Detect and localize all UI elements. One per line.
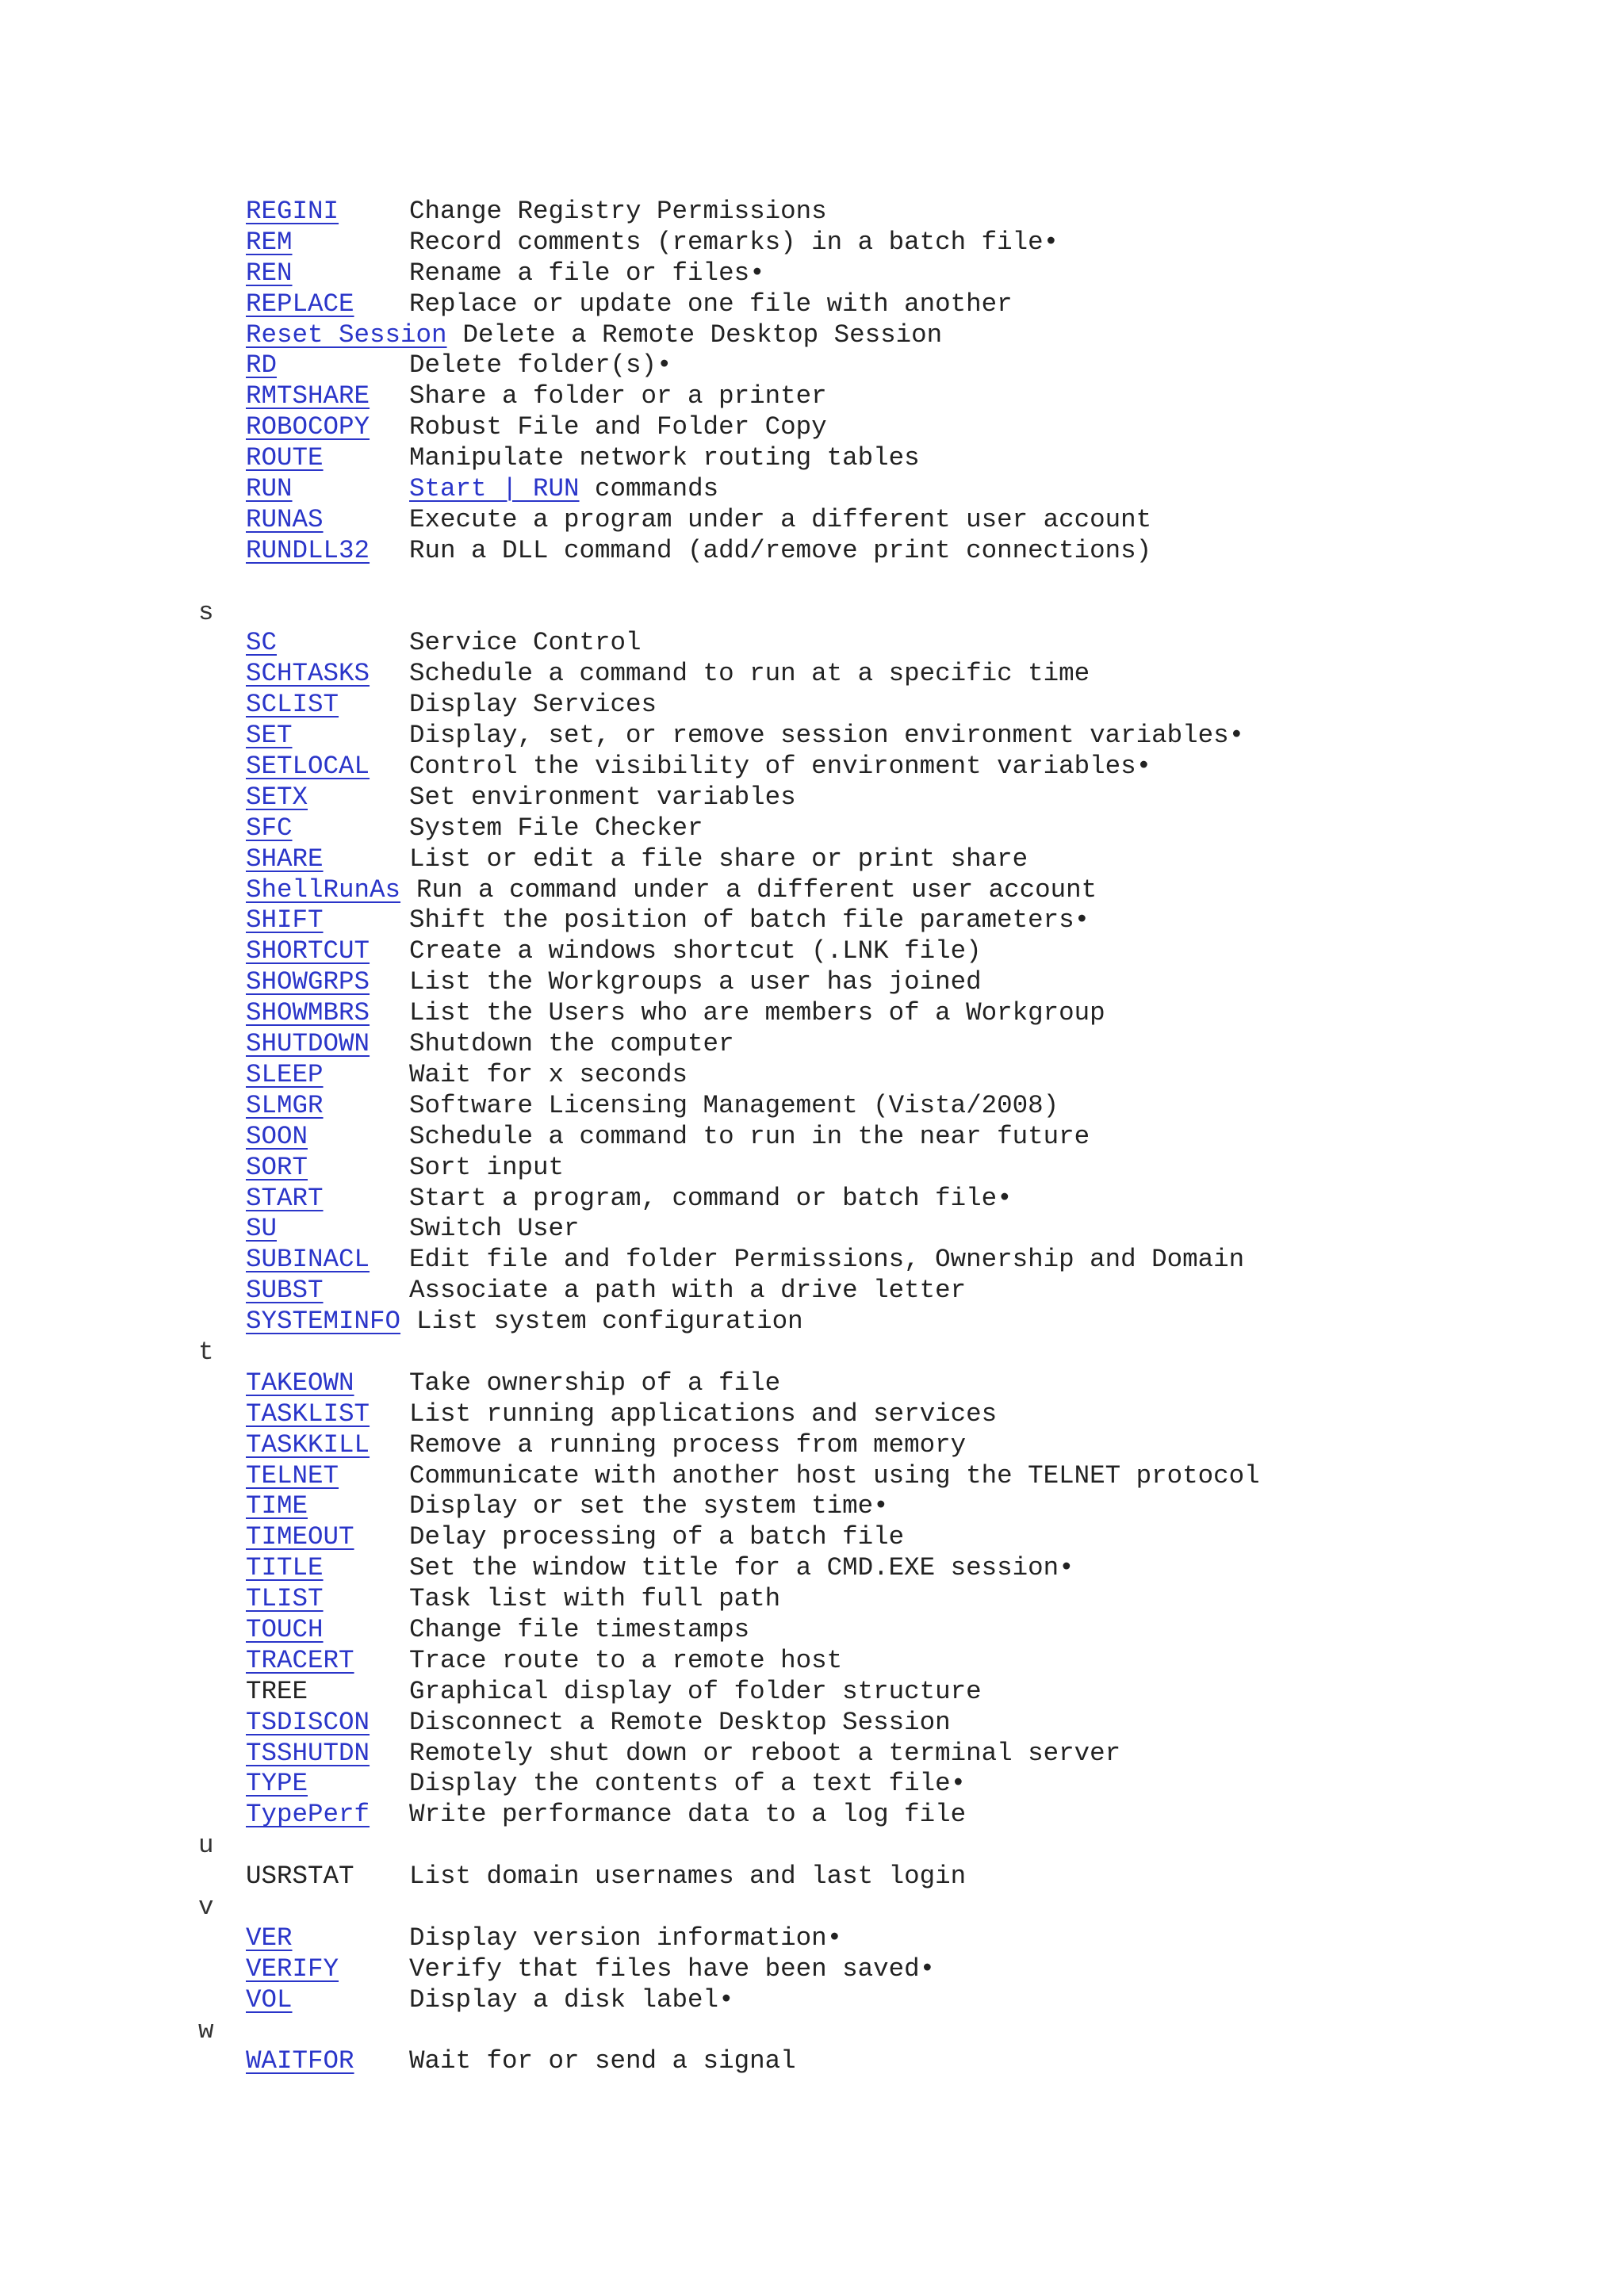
command-description [409, 813, 703, 844]
description-text: Share a folder or a printer [409, 381, 827, 411]
command-usrstat-label: USRSTAT [246, 1862, 354, 1892]
command-row [198, 998, 1594, 1029]
command-touch-link[interactable]: TOUCH [246, 1614, 324, 1644]
command-description [409, 1399, 997, 1430]
description-text: Delay processing of a batch file [409, 1522, 905, 1552]
command-description [409, 1122, 1090, 1153]
section-letter-t: t [198, 1337, 214, 1367]
command-description [409, 1214, 580, 1245]
command-description [409, 474, 718, 505]
command-vol-link[interactable]: VOL [246, 1984, 293, 2015]
command-description [409, 967, 982, 998]
command-description [409, 350, 672, 381]
command-taskkill-link[interactable]: TASKKILL [246, 1429, 370, 1460]
command-row [198, 1184, 1594, 1215]
command-su-link[interactable]: SU [246, 1214, 278, 1244]
command-rd-link[interactable]: RD [246, 350, 278, 381]
command-reference-document [198, 197, 1594, 2077]
command-description [409, 1430, 966, 1461]
command-description [409, 690, 657, 721]
description-text: Rename a file or files• [409, 258, 765, 288]
command-description [409, 1553, 1074, 1584]
command-time-link[interactable]: TIME [246, 1491, 308, 1521]
command-row [198, 1214, 1594, 1245]
command-systeminfo-link[interactable]: SYSTEMINFO [246, 1307, 401, 1337]
command-timeout-link[interactable]: TIMEOUT [246, 1522, 354, 1552]
description-text: Sort input [409, 1152, 565, 1182]
description-text: Remotely shut down or reboot a terminal server [409, 1738, 1121, 1768]
command-tree-label: TREE [246, 1676, 308, 1706]
command-description [409, 1923, 842, 1954]
command-description [409, 1461, 1260, 1492]
command-schtasks-link[interactable]: SCHTASKS [246, 659, 370, 689]
inline-description-link[interactable]: Start | RUN [409, 474, 580, 504]
command-description [409, 1584, 780, 1615]
command-row [198, 1091, 1594, 1122]
description-text: List the Workgroups a user has joined [409, 967, 982, 997]
command-description [409, 1060, 688, 1091]
command-setx-link[interactable]: SETX [246, 782, 308, 812]
command-row [198, 844, 1594, 875]
command-shift-link[interactable]: SHIFT [246, 905, 324, 936]
description-text: Display version information• [409, 1923, 843, 1953]
command-subinacl-link[interactable]: SUBINACL [246, 1245, 370, 1275]
command-description [409, 844, 1028, 875]
command-description [409, 2046, 796, 2077]
description-text: Display, set, or remove session environment variables• [409, 721, 1245, 751]
command-tsdiscon-link[interactable]: TSDISCON [246, 1707, 370, 1737]
command-sort-link[interactable]: SORT [246, 1152, 308, 1182]
command-sclist-link[interactable]: SCLIST [246, 690, 339, 720]
command-row [198, 197, 1594, 228]
description-text: Set environment variables [409, 782, 796, 812]
command-description [463, 320, 943, 351]
command-row [198, 1522, 1594, 1553]
command-row [198, 1708, 1594, 1739]
description-text: Replace or update one file with another [409, 289, 1013, 319]
command-row [198, 783, 1594, 813]
command-run-link[interactable]: RUN [246, 474, 293, 504]
command-row [198, 1276, 1594, 1307]
section-letter-v: v [198, 1892, 214, 1922]
description-text: Display a disk label• [409, 1984, 734, 2015]
command-row [198, 1615, 1594, 1646]
command-row [198, 412, 1594, 443]
description-text: Record comments (remarks) in a batch file• [409, 227, 1059, 257]
command-tasklist-link[interactable]: TASKLIST [246, 1399, 370, 1429]
command-title-link[interactable]: TITLE [246, 1553, 324, 1583]
command-row [198, 690, 1594, 721]
description-text: List or edit a file share or print share [409, 844, 1028, 874]
description-text: Display Services [409, 690, 657, 720]
command-shutdown-link[interactable]: SHUTDOWN [246, 1029, 370, 1059]
command-row [198, 875, 1594, 906]
command-takeown-link[interactable]: TAKEOWN [246, 1368, 354, 1398]
command-row [198, 1923, 1594, 1954]
description-text: Delete folder(s)• [409, 350, 672, 381]
command-replace-link[interactable]: REPLACE [246, 289, 354, 319]
command-description [409, 1245, 1244, 1276]
command-description [409, 721, 1244, 752]
command-row [198, 474, 1594, 505]
command-tsshutdn-link[interactable]: TSSHUTDN [246, 1738, 370, 1768]
command-description [409, 628, 642, 659]
command-waitfor-link[interactable]: WAITFOR [246, 2046, 354, 2076]
command-shortcut-link[interactable]: SHORTCUT [246, 936, 370, 966]
section-letter-u: u [198, 1831, 214, 1861]
command-description [409, 1708, 951, 1739]
command-row [198, 505, 1594, 536]
blank-line [198, 567, 1594, 598]
command-description [409, 905, 1090, 936]
command-description [409, 1615, 749, 1646]
command-row [198, 381, 1594, 412]
command-rem-link[interactable]: REM [246, 227, 293, 257]
command-description [409, 443, 920, 474]
description-text: List running applications and services [409, 1399, 998, 1429]
command-showmbrs-link[interactable]: SHOWMBRS [246, 998, 370, 1028]
command-row [198, 1769, 1594, 1800]
description-text: Verify that files have been saved• [409, 1954, 936, 1984]
command-row [198, 1060, 1594, 1091]
description-text: Shift the position of batch file parameters• [409, 905, 1090, 936]
description-text: Schedule a command to run at a specific time [409, 659, 1090, 689]
description-text: List the Users who are members of a Workgroup [409, 998, 1105, 1028]
command-typeperf-link[interactable]: TypePerf [246, 1800, 370, 1830]
command-tracert-link[interactable]: TRACERT [246, 1645, 354, 1675]
description-text: Service Control [409, 628, 642, 658]
command-share-link[interactable]: SHARE [246, 844, 324, 874]
description-text: Manipulate network routing tables [409, 443, 920, 473]
command-row [198, 905, 1594, 936]
description-text: Software Licensing Management (Vista/2008) [409, 1090, 1059, 1120]
command-description [409, 412, 827, 443]
command-row [198, 1461, 1594, 1492]
command-description [409, 1091, 1059, 1122]
command-row [198, 320, 1594, 351]
command-description [409, 1739, 1120, 1770]
command-row [198, 289, 1594, 320]
command-runas-link[interactable]: RUNAS [246, 504, 324, 534]
command-row [198, 721, 1594, 752]
command-ren-link[interactable]: REN [246, 258, 293, 288]
command-shellrunas-link[interactable]: ShellRunAs [246, 874, 401, 905]
description-text: Run a DLL command (add/remove print connections) [409, 535, 1152, 565]
description-text: Wait for or send a signal [409, 2046, 796, 2076]
command-row [198, 228, 1594, 258]
description-text: Set the window title for a CMD.EXE session• [409, 1553, 1074, 1583]
command-description [409, 659, 1090, 690]
command-description [409, 505, 1151, 536]
command-description [409, 1522, 904, 1553]
description-text: Take ownership of a file [409, 1368, 781, 1398]
command-route-link[interactable]: ROUTE [246, 443, 324, 473]
command-description [409, 1954, 935, 1985]
description-text: Change file timestamps [409, 1614, 750, 1644]
command-row [198, 936, 1594, 967]
description-text: Remove a running process from memory [409, 1429, 967, 1460]
command-reset-session-link[interactable]: Reset Session [246, 320, 447, 350]
command-type-link[interactable]: TYPE [246, 1769, 308, 1799]
description-text: Change Registry Permissions [409, 197, 827, 226]
command-ver-link[interactable]: VER [246, 1923, 293, 1953]
command-description [409, 228, 1059, 258]
command-row [198, 258, 1594, 289]
command-row [198, 1153, 1594, 1184]
description-text: List system configuration [416, 1307, 803, 1337]
command-sleep-link[interactable]: SLEEP [246, 1059, 324, 1089]
command-row [198, 1491, 1594, 1522]
command-row [198, 1553, 1594, 1584]
command-description [409, 1184, 1013, 1215]
command-row [198, 1677, 1594, 1708]
command-row [198, 1646, 1594, 1677]
description-text: Trace route to a remote host [409, 1645, 843, 1675]
command-description [409, 536, 1151, 567]
command-sfc-link[interactable]: SFC [246, 813, 293, 843]
description-text: Execute a program under a different user account [409, 504, 1152, 534]
command-verify-link[interactable]: VERIFY [246, 1954, 339, 1984]
description-text: Display the contents of a text file• [409, 1769, 967, 1799]
description-text: Create a windows shortcut (.LNK file) [409, 936, 982, 966]
command-slmgr-link[interactable]: SLMGR [246, 1090, 324, 1120]
command-setlocal-link[interactable]: SETLOCAL [246, 752, 370, 782]
description-text: Associate a path with a drive letter [409, 1276, 967, 1306]
description-text: Disconnect a Remote Desktop Session [409, 1707, 951, 1737]
command-row [198, 1029, 1594, 1060]
command-row [198, 1985, 1594, 2016]
command-row [198, 1307, 1594, 1337]
command-row [198, 536, 1594, 567]
command-description [416, 1307, 803, 1337]
command-row [198, 350, 1594, 381]
command-robocopy-link[interactable]: ROBOCOPY [246, 412, 370, 442]
command-subst-link[interactable]: SUBST [246, 1276, 324, 1306]
command-description [409, 1985, 734, 2016]
command-description [416, 875, 1097, 906]
description-text: Task list with full path [409, 1584, 781, 1614]
command-row [198, 1122, 1594, 1153]
section-letter-w: w [198, 2015, 214, 2045]
command-regini-link[interactable]: REGINI [246, 197, 339, 226]
command-row [198, 1399, 1594, 1430]
command-row [198, 1584, 1594, 1615]
command-row [198, 1739, 1594, 1770]
description-text: commands [579, 474, 719, 504]
command-row [198, 443, 1594, 474]
command-description [409, 998, 1105, 1029]
command-row [198, 752, 1594, 783]
description-text: System File Checker [409, 813, 703, 843]
description-text: List domain usernames and last login [409, 1862, 967, 1892]
description-text: Schedule a command to run in the near future [409, 1121, 1090, 1151]
description-text: Control the visibility of environment variables• [409, 752, 1152, 782]
command-row [198, 1800, 1594, 1831]
command-sc-link[interactable]: SC [246, 628, 278, 658]
command-row [198, 2046, 1594, 2077]
command-description [409, 1368, 780, 1399]
command-soon-link[interactable]: SOON [246, 1121, 308, 1151]
description-text: Wait for x seconds [409, 1059, 688, 1089]
command-description [409, 197, 827, 228]
command-row [198, 1368, 1594, 1399]
command-telnet-link[interactable]: TELNET [246, 1460, 339, 1490]
command-description [409, 752, 1151, 783]
command-description [409, 381, 827, 412]
command-showgrps-link[interactable]: SHOWGRPS [246, 967, 370, 997]
command-description [409, 1153, 564, 1184]
description-text: Write performance data to a log file [409, 1800, 967, 1830]
command-description [409, 936, 982, 967]
description-text: Edit file and folder Permissions, Ownership and Domain [409, 1245, 1245, 1275]
command-description [409, 1029, 734, 1060]
description-text: Delete a Remote Desktop Session [462, 320, 943, 350]
command-description [409, 1677, 982, 1708]
command-description [409, 1491, 889, 1522]
section-letter-s: s [198, 597, 214, 627]
command-description [409, 1769, 966, 1800]
command-description [409, 1800, 966, 1831]
command-row [198, 813, 1594, 844]
command-description [409, 1862, 966, 1892]
command-rundll32-link[interactable]: RUNDLL32 [246, 535, 370, 565]
command-description [409, 289, 1013, 320]
description-text: Communicate with another host using the TELNET protocol [409, 1460, 1260, 1490]
command-row [198, 1245, 1594, 1276]
command-tlist-link[interactable]: TLIST [246, 1584, 324, 1614]
command-row [198, 1862, 1594, 1892]
command-row [198, 1430, 1594, 1461]
description-text: Shutdown the computer [409, 1029, 734, 1059]
description-text: Display or set the system time• [409, 1491, 889, 1521]
command-set-link[interactable]: SET [246, 721, 293, 751]
command-description [409, 783, 796, 813]
command-row [198, 1954, 1594, 1985]
description-text: Run a command under a different user account [416, 874, 1097, 905]
command-rmtshare-link[interactable]: RMTSHARE [246, 381, 370, 411]
description-text: Robust File and Folder Copy [409, 412, 827, 442]
command-description [409, 1276, 966, 1307]
description-text: Graphical display of folder structure [409, 1676, 982, 1706]
command-start-link[interactable]: START [246, 1183, 324, 1213]
command-description [409, 258, 765, 289]
command-row [198, 628, 1594, 659]
command-row [198, 967, 1594, 998]
description-text: Start a program, command or batch file• [409, 1183, 1013, 1213]
command-row [198, 659, 1594, 690]
description-text: Switch User [409, 1214, 580, 1244]
command-description [409, 1646, 842, 1677]
